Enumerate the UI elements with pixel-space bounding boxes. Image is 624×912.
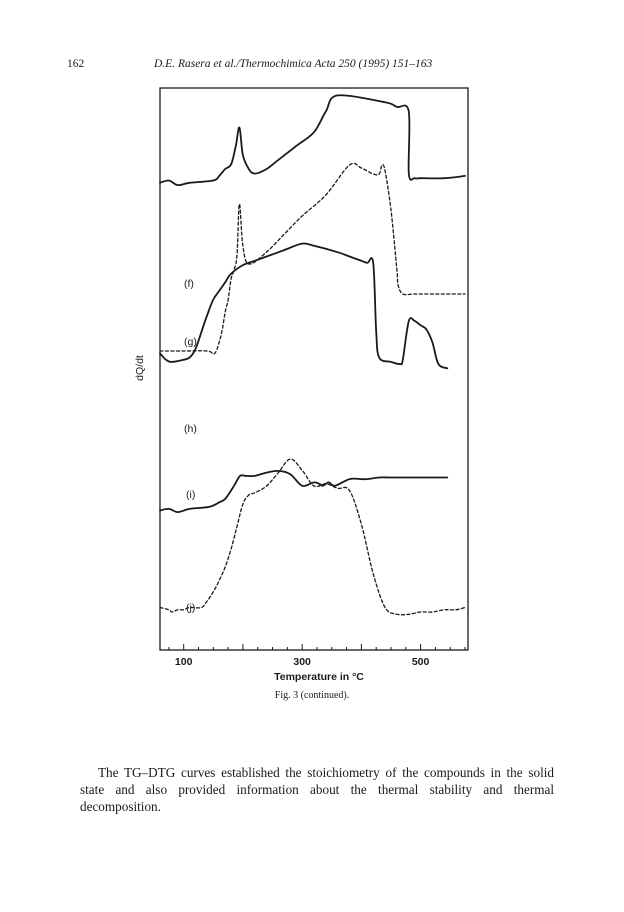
series-label-3: (i): [186, 489, 196, 501]
x-tick-label: 500: [411, 656, 430, 668]
series-label-1: (g): [184, 336, 197, 348]
series-line-0: [160, 95, 465, 185]
series-line-3: [160, 471, 447, 512]
y-axis-label: dQ/dt: [134, 355, 146, 381]
body-text: [80, 764, 554, 815]
body-paragraph: The TG–DTG curves established the stoichiometry of the compounds in the solid state and also provided information about the thermal stability and thermal decomposition.: [80, 765, 554, 814]
series-label-0: (f): [184, 278, 194, 290]
series-label-4: (j): [186, 602, 196, 614]
x-tick-label: 100: [174, 656, 193, 668]
x-tick-label: 300: [293, 656, 311, 668]
figure-caption: Fig. 3 (continued).: [274, 690, 350, 701]
running-head: D.E. Rasera et al./Thermochimica Acta 250 (1995) 151–163: [154, 58, 433, 70]
x-axis-label: Temperature in °C: [274, 671, 364, 683]
page-number: 162: [67, 58, 85, 70]
series-label-2: (h): [184, 423, 197, 435]
series-line-2: [160, 243, 447, 368]
plot-frame: [160, 88, 468, 650]
